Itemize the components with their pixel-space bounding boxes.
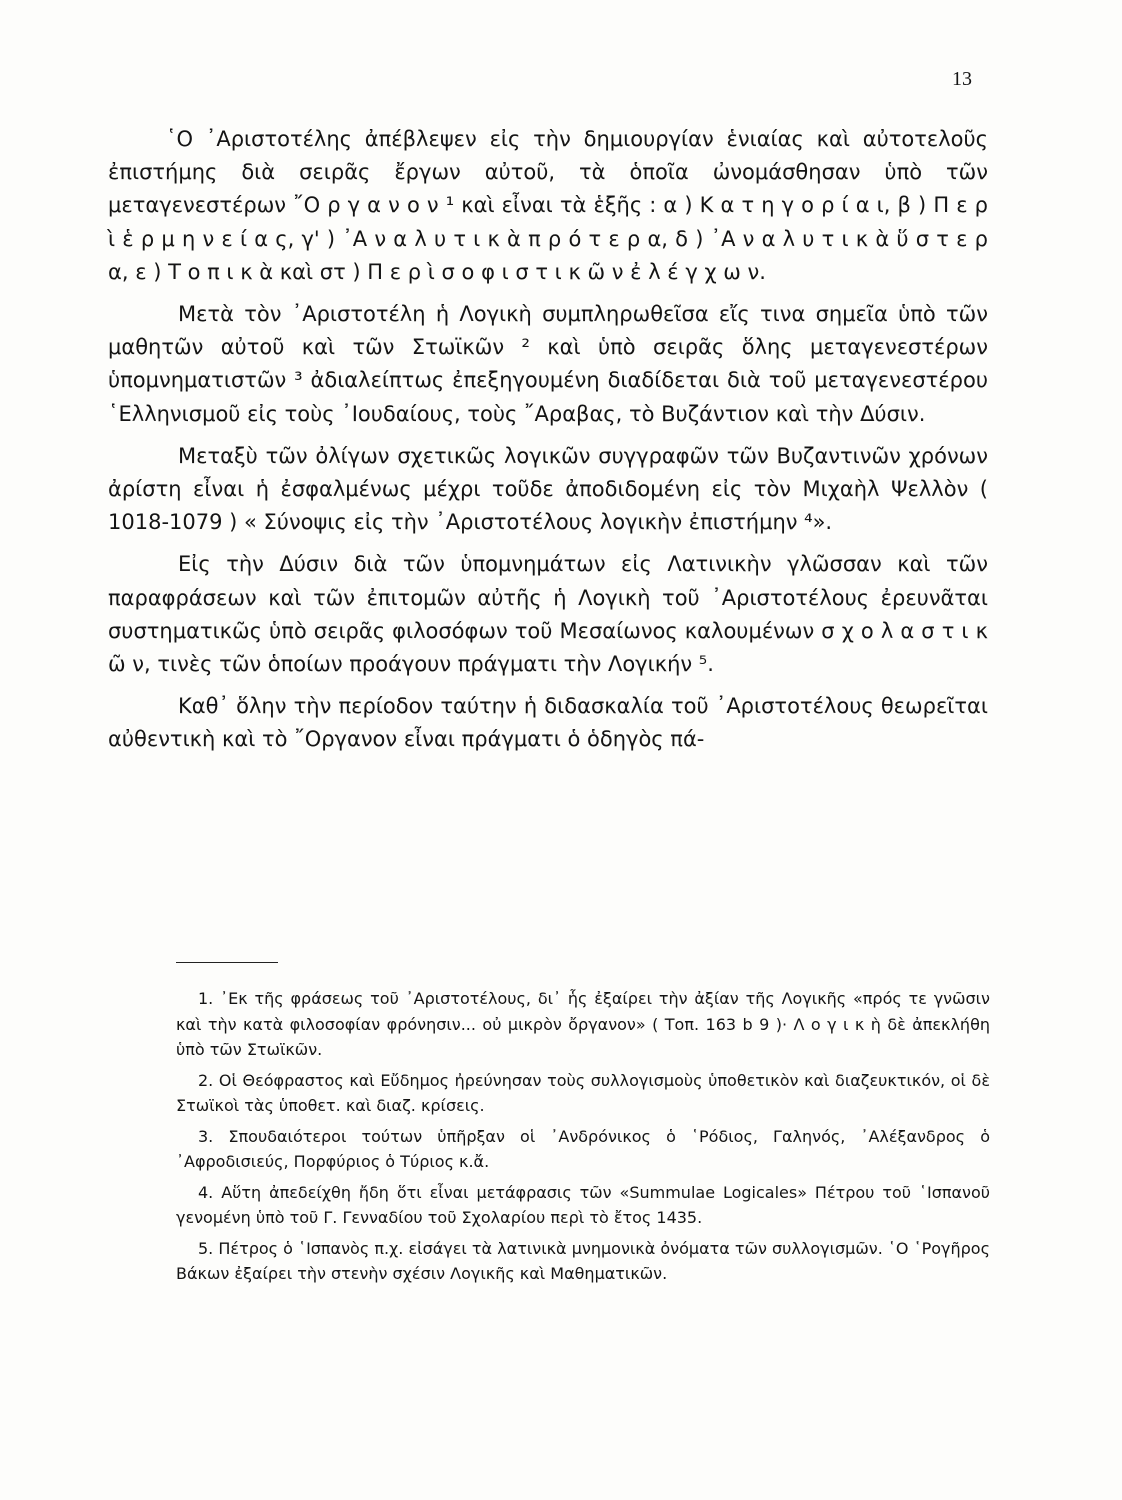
page-number: 13	[952, 68, 972, 90]
body-text	[108, 123, 988, 757]
paragraph: ῾Ο ᾽Αριστοτέλης ἀπέβλεψεν εἰς τὴν δημιουργίαν ἑνιαίας καὶ αὐτοτελοῦς ἐπιστήμης διὰ σειρᾶς ἔργων αὐτοῦ, τὰ ὁποῖα ὠνομάσθησαν ὑπὸ τῶν μεταγενεστέρων ῎Ο ρ γ α ν ο ν ¹ καὶ εἶναι τὰ ἑξῆς : α ) Κ α τ η γ ο ρ ί α ι, β ) Π ε ρ ὶ ἑ ρ μ η ν ε ί α ς, γ' ) ᾽Α ν α λ υ τ ι κ ὰ π ρ ό τ ε ρ α, δ ) ᾽Α ν α λ υ τ ι κ ὰ ὕ σ τ ε ρ α, ε ) Τ ο π ι κ ὰ καὶ στ ) Π ε ρ ὶ σ ο φ ι σ τ ι κ ῶ ν ἐ λ έ γ χ ω ν.	[108, 127, 988, 284]
footnote-text: Σπουδαιότεροι τούτων ὑπῆρξαν οἱ ᾽Ανδρόνικος ὁ ῾Ρόδιος, Γαληνός, ᾽Αλέξανδρος ὁ ᾽Αφροδισιεύς, Πορφύριος ὁ Τύριος κ.ἄ.	[176, 1126, 990, 1171]
footnote-number: 2.	[198, 1070, 214, 1090]
footnote-text: Οἱ Θεόφραστος καὶ Εὔδημος ἠρεύνησαν τοὺς συλλογισμοὺς ὑποθετικὸν καὶ διαζευκτικόν, οἱ δὲ Στωϊκοὶ τὰς ὑποθετ. καὶ διαζ. κρίσεις.	[176, 1070, 990, 1115]
footnote-number: 3.	[198, 1126, 214, 1146]
footnote	[176, 1068, 990, 1119]
footnote	[176, 1236, 990, 1287]
paragraph: Μετὰ τὸν ᾽Αριστοτέλη ἡ Λογικὴ συμπληρωθεῖσα εἴς τινα σημεῖα ὑπὸ τῶν μαθητῶν αὐτοῦ καὶ τῶν Στωϊκῶν ² καὶ ὑπὸ σειρᾶς ὅλης μεταγενεστέρων ὑπομνηματιστῶν ³ ἀδιαλείπτως ἐπεξηγουμένη διαδίδεται διὰ τοῦ μεταγενεστέρου ῾Ελληνισμοῦ εἰς τοὺς ᾽Ιουδαίους, τοὺς ῎Αραβας, τὸ Βυζάντιον καὶ τὴν Δύσιν.	[108, 302, 988, 426]
footnote	[176, 1180, 990, 1231]
footnote-number: 1.	[198, 989, 214, 1008]
footnotes	[176, 986, 990, 1292]
footnote	[176, 1124, 990, 1175]
footnote-text: Πέτρος ὁ ῾Ισπανὸς π.χ. εἰσάγει τὰ λατινικὰ μνημονικὰ ὀνόματα τῶν συλλογισμῶν. ῾Ο ῾Ρογῆρος Βάκων ἐξαίρει τὴν στενὴν σχέσιν Λογικῆς καὶ Μαθηματικῶν.	[176, 1238, 990, 1283]
footnote-divider	[176, 962, 278, 963]
footnote-number: 4.	[198, 1182, 214, 1202]
paragraph: Εἰς τὴν Δύσιν διὰ τῶν ὑπομνημάτων εἰς Λατινικὴν γλῶσσαν καὶ τῶν παραφράσεων καὶ τῶν ἐπιτομῶν αὐτῆς ἡ Λογικὴ τοῦ ᾽Αριστοτέλους ἐρευνᾶται συστηματικῶς ὑπὸ σειρᾶς φιλοσόφων τοῦ Μεσαίωνος καλουμένων σ χ ο λ α σ τ ι κ ῶ ν, τινὲς τῶν ὁποίων προάγουν πράγματι τὴν Λογικήν ⁵.	[108, 552, 988, 677]
footnote	[176, 986, 990, 1063]
paragraph: Καθ᾽ ὅλην τὴν περίοδον ταύτην ἡ διδασκαλία τοῦ ᾽Αριστοτέλους θεωρεῖται αὐθεντικὴ καὶ τὸ ῎Οργανον εἶναι πράγματι ὁ ὁδηγὸς πά-	[108, 694, 988, 752]
paragraph: Μεταξὺ τῶν ὀλίγων σχετικῶς λογικῶν συγγραφῶν τῶν Βυζαντινῶν χρόνων ἀρίστη εἶναι ἡ ἐσφαλμένως μέχρι τοῦδε ἀποδιδομένη εἰς τὸν Μιχαὴλ Ψελλὸν ( 1018-1079 ) « Σύνοψις εἰς τὴν ᾽Αριστοτέλους λογικὴν ἐπιστήμην ⁴».	[108, 443, 988, 535]
footnote-text: Αὕτη ἀπεδείχθη ἤδη ὅτι εἶναι μετάφρασις τῶν «Summulae Logicales» Πέτρου τοῦ ῾Ισπανοῦ γενομένη ὑπὸ τοῦ Γ. Γενναδίου τοῦ Σχολαρίου περὶ τὸ ἔτος 1435.	[176, 1182, 990, 1227]
footnote-text: ᾽Εκ τῆς φράσεως τοῦ ᾽Αριστοτέλους, δι᾽ ἧς ἐξαίρει τὴν ἀξίαν τῆς Λογικῆς «πρός τε γνῶσιν καὶ τὴν κατὰ φιλοσοφίαν φρόνησιν... οὐ μικρὸν ὄργανον» ( Τοπ. 163 b 9 )· Λ ο γ ι κ ὴ δὲ ἀπεκλήθη ὑπὸ τῶν Στωϊκῶν.	[176, 989, 990, 1059]
footnote-number: 5.	[198, 1238, 214, 1258]
